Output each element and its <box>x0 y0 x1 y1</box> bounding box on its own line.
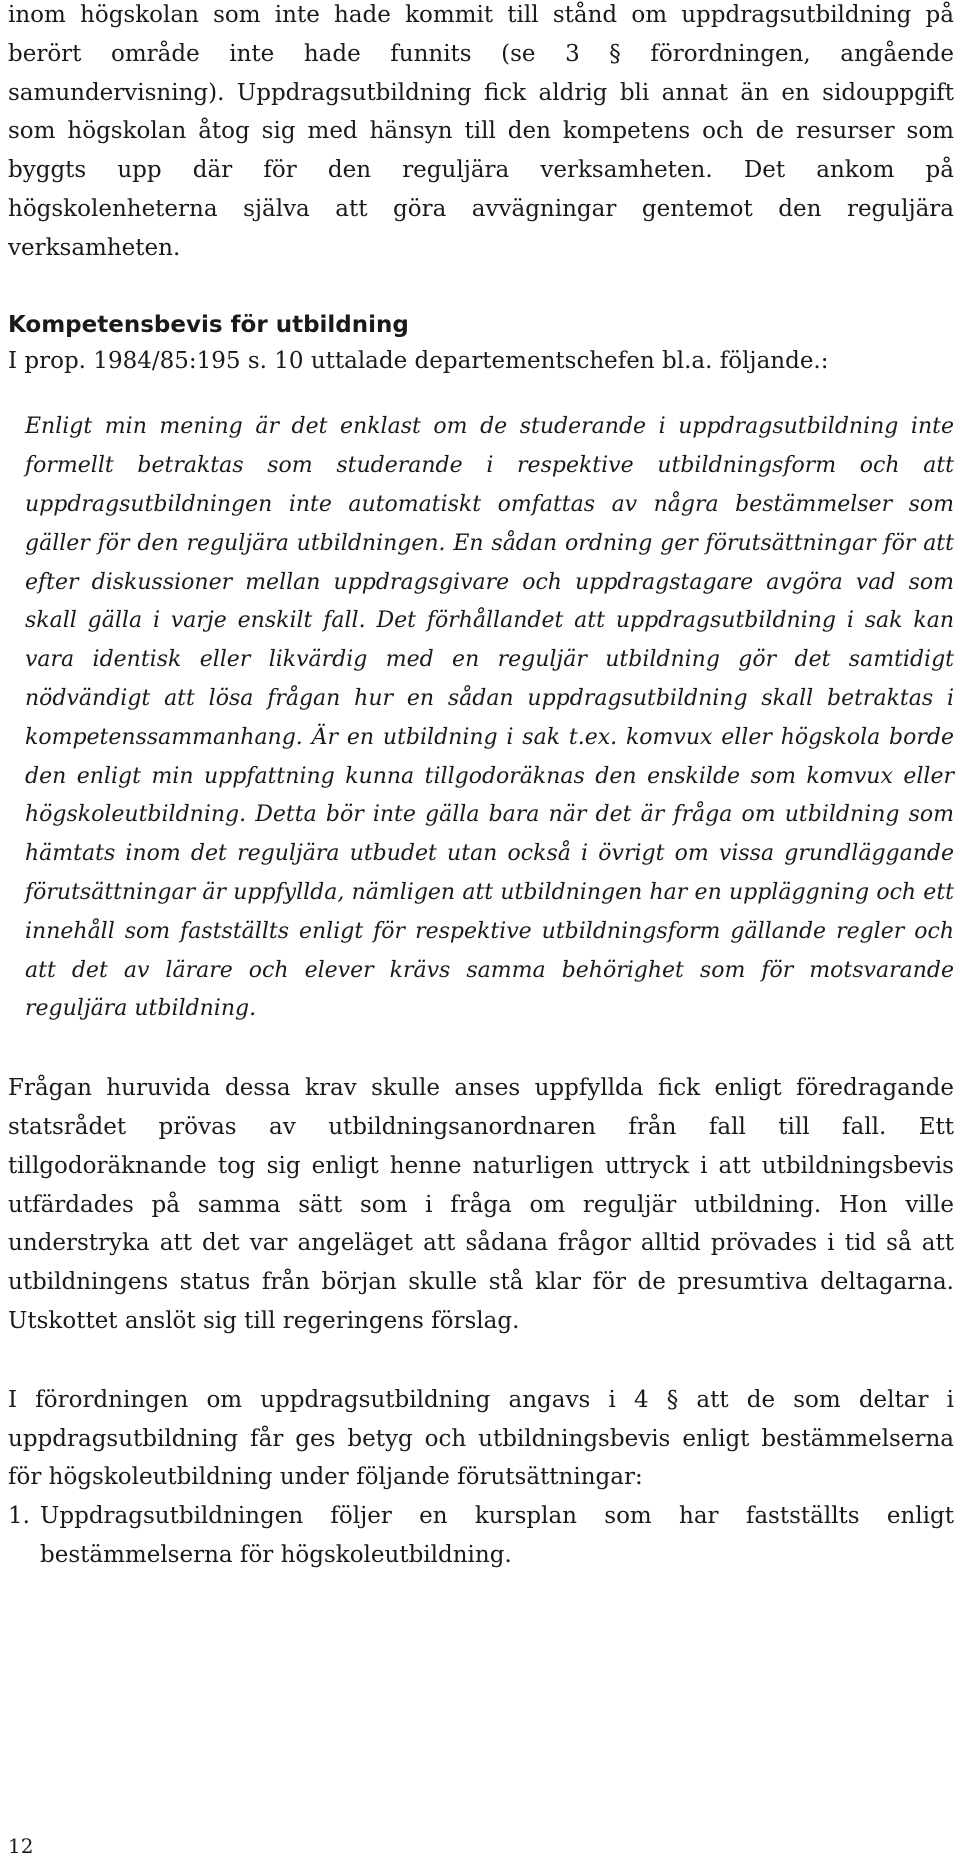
paragraph-after-quote: Frågan huruvida dessa krav skulle anses uppfyllda fick enligt föredragande statsrådet prövas av utbildningsanordnaren från fall till fall. Ett tillgodoräknande tog sig enligt henne naturligen uttryck i att utbildningsbevis utfärdades på samma sätt som i fråga om reguljär utbildning. Hon ville understryka att det var angeläget att sådana frågor alltid prövades i tid så att utbildningens status från början skulle stå klar för de presumtiva deltagarna. Utskottet anslöt sig till regeringens förslag. <box>8 1075 954 1334</box>
conditions-list <box>8 1497 954 1575</box>
section-lead: I prop. 1984/85:195 s. 10 uttalade departementschefen bl.a. följande.: <box>8 347 829 374</box>
section-heading: Kompetensbevis för utbildning <box>8 311 409 338</box>
block-quote: Enligt min mening är det enklast om de studerande i uppdragsutbildning inte formellt betraktas som studerande i respektive utbildningsform och att uppdragsutbildningen inte automatiskt omfattas av några bestämmelser som gäller för den reguljära utbildningen. En sådan ordning ger förutsättningar för att efter diskussioner mellan uppdragsgivare och uppdragstagare avgöra vad som skall gälla i varje enskilt fall. Det förhållandet att uppdragsutbildning i sak kan vara identisk eller likvärdig med en reguljär utbildning gör det samtidigt nödvändigt att lösa frågan hur en sådan uppdragsutbildning skall betraktas i kompetenssammanhang. Är en utbildning i sak t.ex. komvux eller högskola borde den enligt min uppfattning kunna tillgodoräknas den enskilde som komvux eller högskoleutbildning. Detta bör inte gälla bara när det är fråga om utbildning som hämtats inom det reguljära utbudet utan också i övrigt om vissa grundläggande förutsättningar är uppfyllda, nämligen att utbildningen har en uppläggning och ett innehåll som fastställts enligt för respektive utbildningsform gällande regler och att det av lärare och elever krävs samma behörighet som för motsvarande reguljära utbildning. <box>25 414 954 1022</box>
paragraph-ordinance: I förordningen om uppdragsutbildning angavs i 4 § att de som deltar i uppdragsutbildning får ges betyg och utbildningsbevis enligt bestämmelserna för högskoleutbildning under följande förutsättningar: <box>8 1386 954 1491</box>
intro-paragraph: inom högskolan som inte hade kommit till stånd om uppdragsutbildning på berört område inte hade funnits (se 3 § förordningen, angående samundervisning). Uppdragsutbildning fick aldrig bli annat än en sidouppgift som högskolan åtog sig med hänsyn till den kompetens och de resurser som byggts upp där för den reguljära verksamheten. Det ankom på högskolenheterna själva att göra avvägningar gentemot den reguljära verksamheten. <box>8 2 954 261</box>
page-number: 12 <box>8 1834 34 1858</box>
list-item-number: 1. <box>8 1503 30 1530</box>
list-item <box>8 1497 954 1575</box>
list-item-text: Uppdragsutbildningen följer en kursplan som har fastställts enligt bestämmelserna för högskoleutbildning. <box>40 1503 954 1568</box>
